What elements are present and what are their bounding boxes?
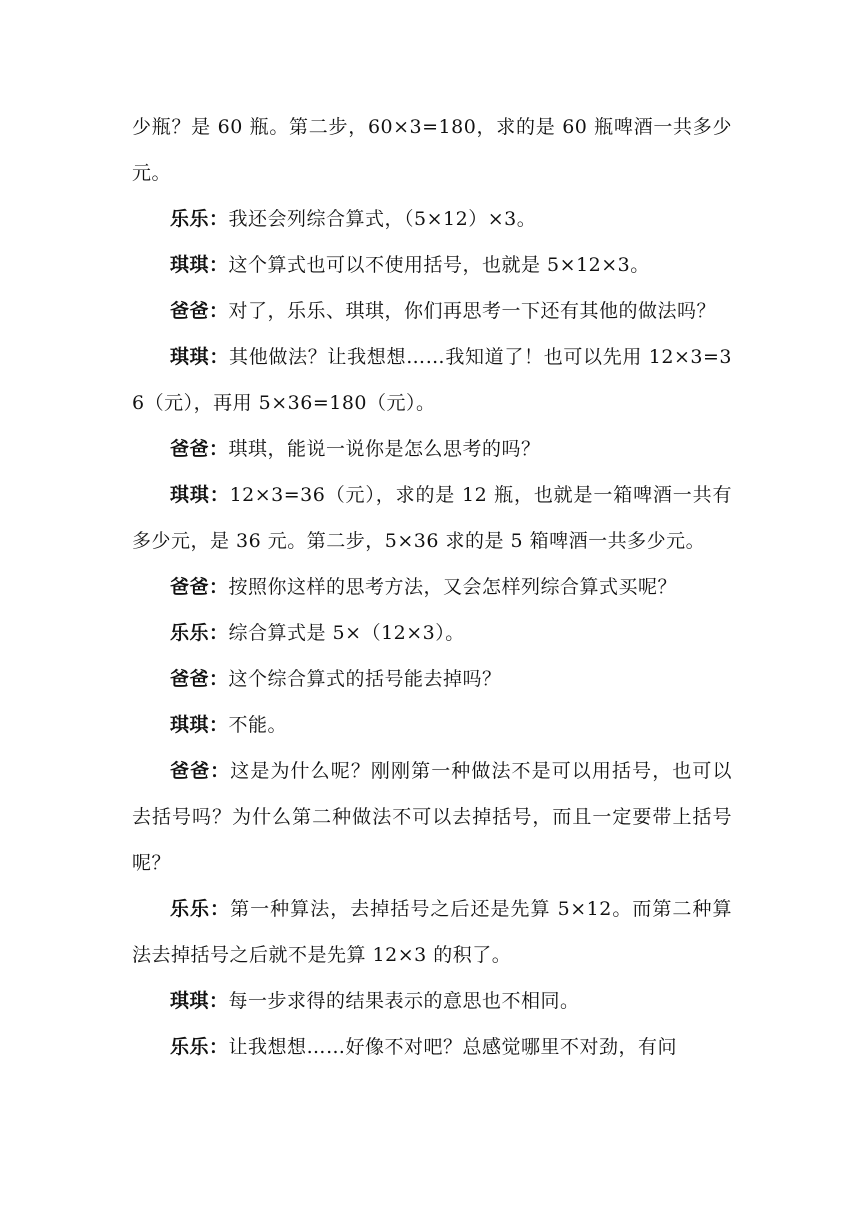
speaker-label: 乐乐： xyxy=(170,1036,229,1058)
speaker-label: 琪琪： xyxy=(170,346,230,368)
paragraph-text: 这个综合算式的括号能去掉吗？ xyxy=(228,668,502,690)
speaker-label: 琪琪： xyxy=(170,484,230,506)
paragraph xyxy=(132,426,732,472)
paragraph xyxy=(132,334,732,426)
paragraph xyxy=(132,748,732,886)
paragraph-text: 这个算式也可以不使用括号，也就是 5×12×3。 xyxy=(228,254,650,276)
paragraph-text: 第一种算法，去掉括号之后还是先算 5×12。而第二种算法去掉括号之后就不是先算 12×3 的积了。 xyxy=(132,898,732,966)
paragraph xyxy=(132,104,732,196)
speaker-label: 琪琪： xyxy=(170,990,229,1012)
speaker-label: 乐乐： xyxy=(170,208,229,230)
paragraph xyxy=(132,978,732,1024)
paragraph xyxy=(132,242,732,288)
speaker-label: 爸爸： xyxy=(170,300,229,322)
paragraph-text: 少瓶？是 60 瓶。第二步，60×3=180，求的是 60 瓶啤酒一共多少元。 xyxy=(132,116,732,184)
speaker-label: 乐乐： xyxy=(170,898,231,920)
speaker-label: 乐乐： xyxy=(170,622,229,644)
paragraph-text: 综合算式是 5×（12×3）。 xyxy=(228,622,465,644)
paragraph-text: 让我想想……好像不对吧？总感觉哪里不对劲，有问 xyxy=(228,1036,678,1058)
speaker-label: 爸爸： xyxy=(170,668,229,690)
speaker-label: 爸爸： xyxy=(170,438,229,460)
paragraph xyxy=(132,886,732,978)
paragraph xyxy=(132,196,732,242)
paragraph xyxy=(132,564,732,610)
paragraph xyxy=(132,1024,732,1070)
paragraph xyxy=(132,610,732,656)
paragraph-text: 每一步求得的结果表示的意思也不相同。 xyxy=(228,990,580,1012)
paragraph-text: 这是为什么呢？刚刚第一种做法不是可以用括号，也可以去括号吗？为什么第二种做法不可以去掉括号，而且一定要带上括号呢？ xyxy=(132,760,732,874)
paragraph-text: 其他做法？让我想想……我知道了！也可以先用 12×3=36（元），再用 5×36=180（元）。 xyxy=(132,346,732,414)
paragraph-text: 我还会列综合算式，（5×12）×3。 xyxy=(228,208,537,230)
paragraph-text: 琪琪，能说一说你是怎么思考的吗？ xyxy=(228,438,541,460)
paragraph-text: 按照你这样的思考方法，又会怎样列综合算式买呢？ xyxy=(228,576,678,598)
paragraph xyxy=(132,702,732,748)
paragraph xyxy=(132,656,732,702)
speaker-label: 爸爸： xyxy=(170,760,231,782)
paragraph-text: 12×3=36（元），求的是 12 瓶，也就是一箱啤酒一共有多少元，是 36 元。第二步，5×36 求的是 5 箱啤酒一共多少元。 xyxy=(132,484,732,552)
speaker-label: 爸爸： xyxy=(170,576,229,598)
paragraph-text: 对了，乐乐、琪琪，你们再思考一下还有其他的做法吗？ xyxy=(228,300,717,322)
dialogue-text xyxy=(132,104,732,1070)
paragraph xyxy=(132,472,732,564)
speaker-label: 琪琪： xyxy=(170,254,229,276)
paragraph xyxy=(132,288,732,334)
speaker-label: 琪琪： xyxy=(170,714,229,736)
paragraph-text: 不能。 xyxy=(228,714,288,736)
